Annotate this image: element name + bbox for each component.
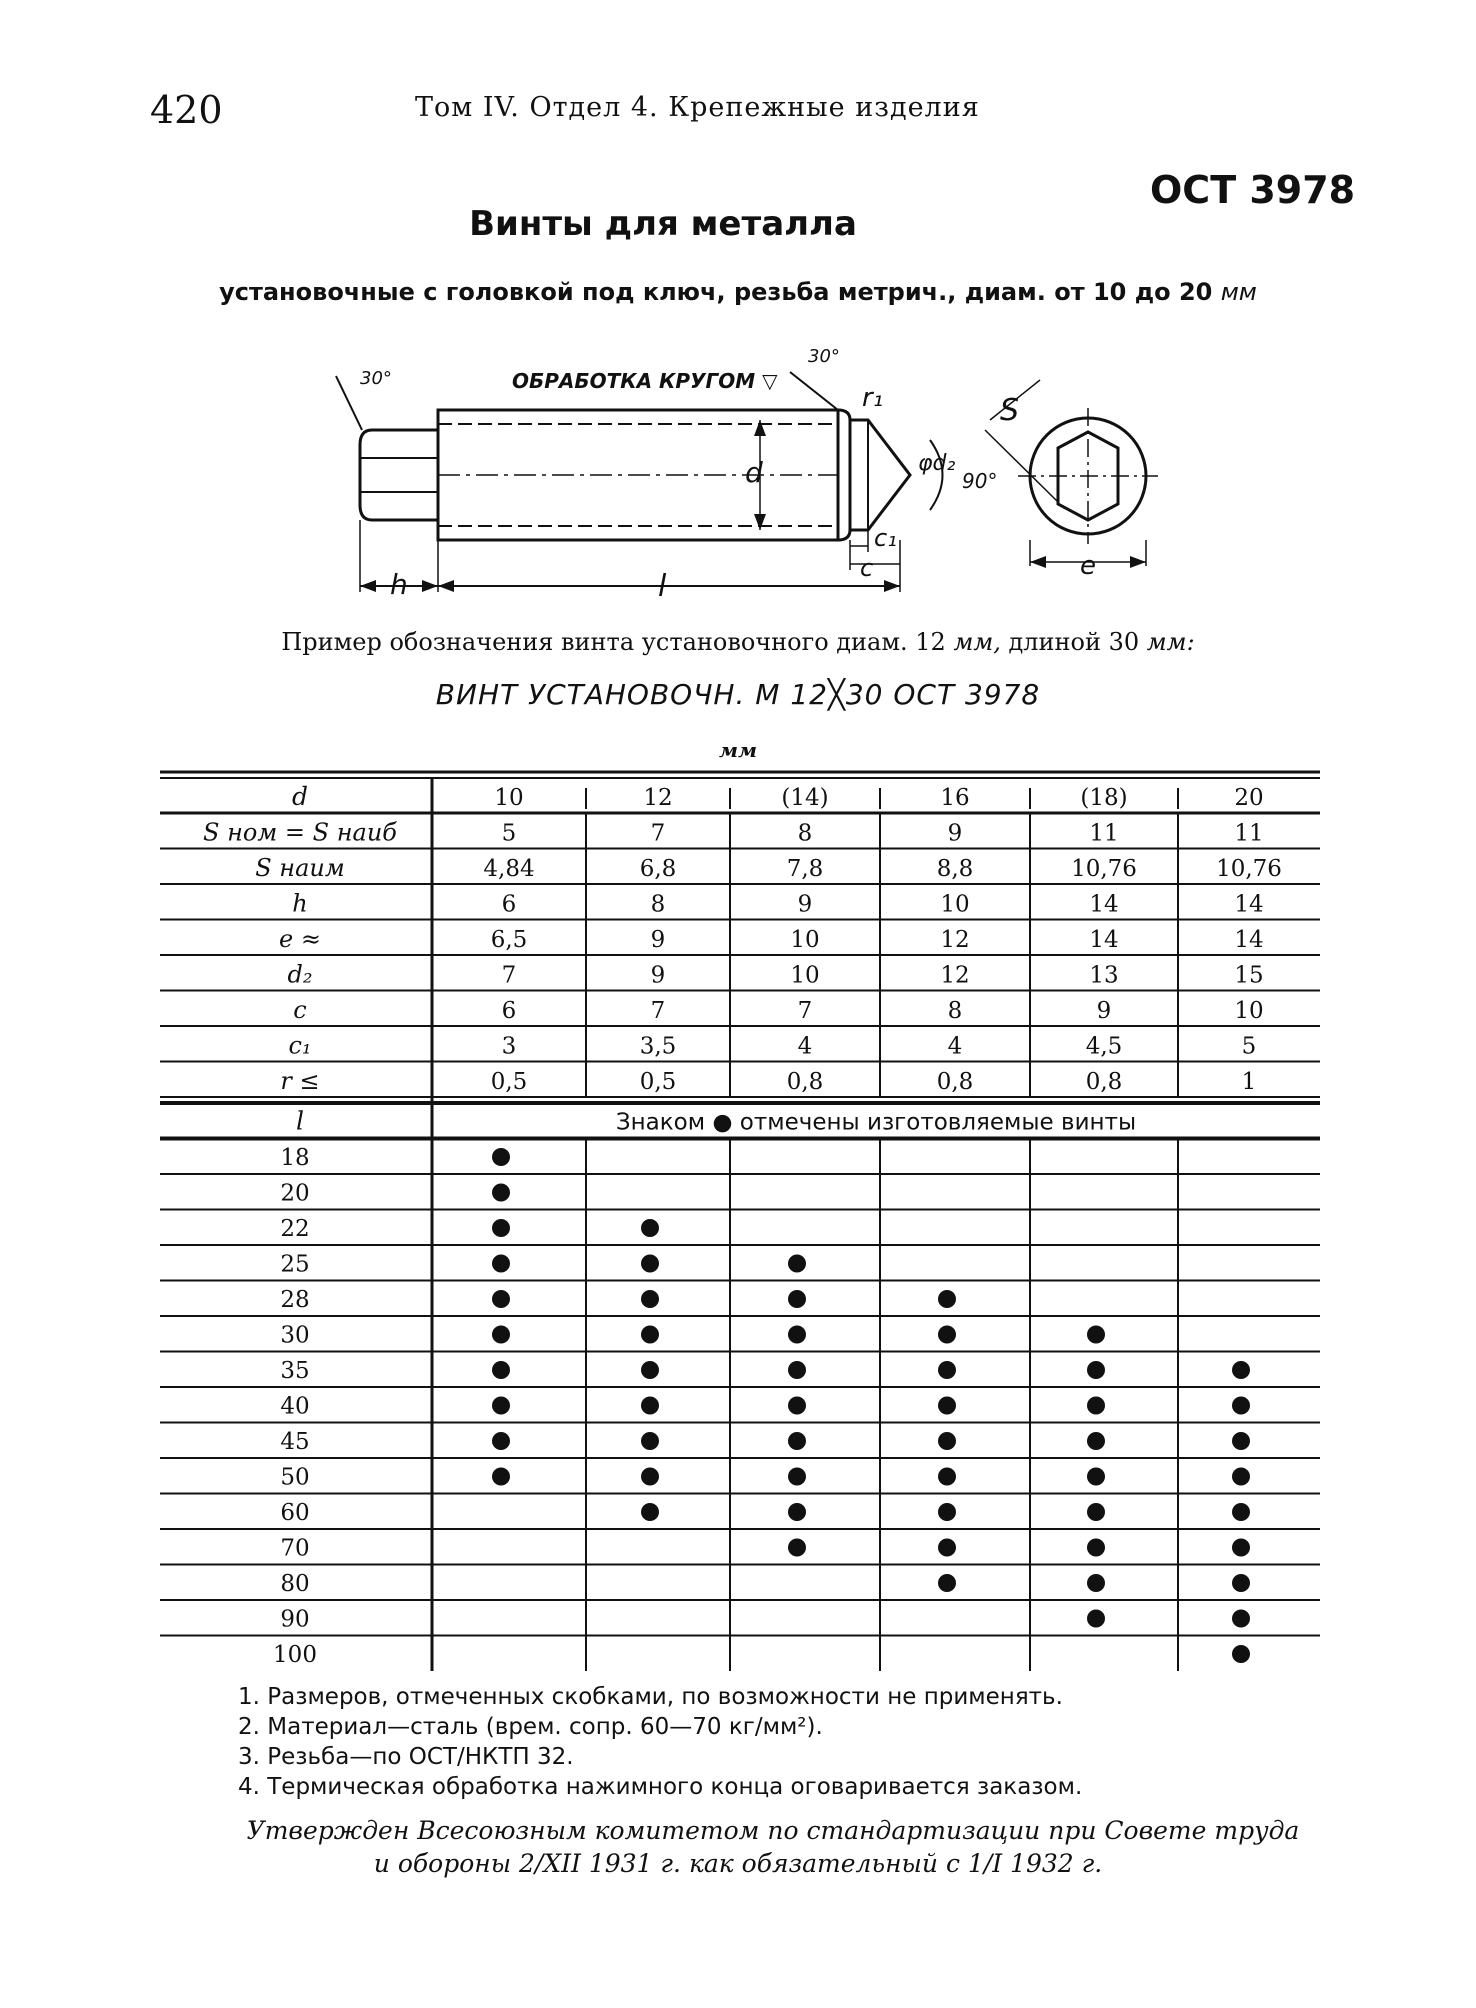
dim-cell: 14	[1089, 891, 1119, 918]
dim-row-label: r ≤	[280, 1067, 320, 1095]
dim-cell: 13	[1089, 962, 1119, 989]
length-row-label: 35	[280, 1358, 310, 1384]
dim-cell: 11	[1234, 820, 1264, 847]
availability-dot	[788, 1503, 806, 1521]
standard-code: ОСТ 3978	[1150, 168, 1356, 212]
length-row-label: 80	[280, 1571, 310, 1597]
length-row-label: 45	[280, 1429, 310, 1455]
availability-dot	[1232, 1574, 1250, 1592]
column-header-3: 16	[940, 785, 970, 811]
dim-cell: 1	[1241, 1069, 1257, 1095]
dim-cell: 9	[947, 820, 963, 847]
availability-dot	[641, 1290, 659, 1308]
availability-dot	[641, 1326, 659, 1344]
dim-cell: 7	[501, 962, 517, 989]
dim-cell: 6,5	[490, 927, 528, 953]
dim-row-label: d₂	[287, 960, 313, 989]
availability-dot	[938, 1361, 956, 1379]
dim-cell: 6	[501, 998, 517, 1024]
availability-dot	[1087, 1610, 1105, 1628]
dim-row-label: h	[292, 889, 308, 918]
availability-dot	[788, 1539, 806, 1557]
subtitle-text: установочные с головкой под ключ, резьба метрич., диам. от 10 до 20	[219, 278, 1213, 306]
h-label: h	[390, 568, 408, 601]
end-view-hexagon	[1058, 432, 1118, 520]
dim-cell: 0,8	[1085, 1069, 1123, 1095]
r1-label: r₁	[862, 383, 884, 413]
availability-dot	[641, 1219, 659, 1237]
availability-dot	[641, 1361, 659, 1379]
dim-cell: 11	[1089, 820, 1119, 847]
availability-dot	[1087, 1361, 1105, 1379]
availability-dot	[492, 1361, 510, 1379]
availability-dot	[492, 1326, 510, 1344]
dim-cell: 8	[650, 891, 666, 918]
c1-label: c₁	[874, 524, 897, 552]
availability-dot	[788, 1468, 806, 1486]
example-unit-1: мм,	[953, 628, 1001, 656]
availability-dot	[788, 1397, 806, 1415]
availability-dot	[492, 1219, 510, 1237]
angle-90-label: 90°	[962, 469, 998, 493]
dim-cell: 7	[650, 998, 666, 1024]
availability-dot	[1232, 1610, 1250, 1628]
dim-cell: 3	[501, 1033, 517, 1060]
length-row-label: 40	[280, 1393, 310, 1420]
availability-dot	[938, 1397, 956, 1415]
column-header-4: (18)	[1080, 785, 1128, 811]
length-row-label: 60	[280, 1500, 310, 1526]
dim-cell: 6	[501, 891, 517, 918]
notes	[238, 1682, 1082, 1802]
note-2: 2. Материал—сталь (врем. сопр. 60—70 кг/мм²).	[238, 1714, 823, 1740]
availability-dot	[1232, 1539, 1250, 1557]
availability-dot	[938, 1468, 956, 1486]
legend-text: Знаком ● отмечены изготовляемые винты	[615, 1109, 1137, 1136]
availability-dot	[938, 1432, 956, 1450]
length-row-label: 100	[273, 1642, 317, 1668]
dim-cell: 9	[1096, 998, 1112, 1024]
dim-row-label: S ном = S наиб	[203, 818, 397, 847]
column-header-2: (14)	[781, 785, 829, 811]
availability-dot	[1232, 1645, 1250, 1663]
availability-dot	[1232, 1361, 1250, 1379]
length-row-label: 28	[280, 1287, 310, 1313]
length-row-label: 25	[280, 1251, 310, 1278]
length-row-label: 70	[280, 1535, 310, 1562]
dim-cell: 10,76	[1071, 856, 1137, 882]
dim-cell: 9	[650, 927, 666, 953]
availability-dot	[641, 1468, 659, 1486]
availability-dot	[641, 1255, 659, 1273]
dim-row-label: c	[293, 996, 307, 1024]
dim-cell: 15	[1234, 962, 1264, 989]
availability-dot	[492, 1255, 510, 1273]
c-label: c	[860, 554, 874, 582]
dim-cell: 8	[797, 820, 813, 847]
d2-label: φd₂	[918, 451, 956, 476]
availability-dot	[1087, 1503, 1105, 1521]
length-row-label: 90	[280, 1606, 310, 1633]
availability-dot	[788, 1326, 806, 1344]
availability-dot	[492, 1148, 510, 1166]
example-text-1: Пример обозначения винта установочного диам. 12	[281, 628, 954, 656]
length-row-label: 30	[280, 1322, 310, 1349]
dim-cell: 10,76	[1216, 856, 1282, 882]
dim-cell: 4,84	[483, 856, 535, 882]
dim-cell: 7	[650, 820, 666, 847]
length-row-label: 18	[280, 1145, 310, 1171]
availability-dot	[938, 1290, 956, 1308]
availability-dot	[492, 1468, 510, 1486]
dim-cell: 8	[947, 998, 963, 1024]
availability-dot	[1087, 1326, 1105, 1344]
availability-dot	[641, 1503, 659, 1521]
column-header-5: 20	[1234, 785, 1264, 811]
s-label: S	[1000, 393, 1020, 428]
cone-point	[850, 420, 910, 530]
availability-dot	[1232, 1397, 1250, 1415]
dim-cell: 10	[790, 927, 820, 953]
note-1: 1. Размеров, отмеченных скобками, по возможности не применять.	[238, 1684, 1063, 1710]
dim-cell: 5	[1241, 1033, 1257, 1060]
example-text-2: длиной 30	[1000, 628, 1147, 656]
length-row-label: 20	[280, 1180, 310, 1207]
availability-dot	[1087, 1574, 1105, 1592]
d-label: d	[745, 456, 763, 489]
dim-cell: 0,5	[639, 1069, 677, 1095]
availability-dot	[788, 1361, 806, 1379]
angle-label-left: 30°	[360, 368, 392, 389]
table-unit-label: мм	[718, 738, 758, 762]
dim-cell: 7	[797, 998, 813, 1024]
availability-dot	[1232, 1503, 1250, 1521]
availability-dot	[938, 1539, 956, 1557]
screw-head	[360, 430, 438, 520]
dim-cell: 5	[501, 820, 517, 847]
length-header-label: l	[296, 1106, 304, 1136]
approval-statement	[0, 1814, 1476, 1880]
example-line	[0, 628, 1476, 656]
dim-cell: 0,5	[490, 1069, 528, 1095]
availability-dot	[1232, 1432, 1250, 1450]
availability-dot	[788, 1432, 806, 1450]
note-3: 3. Резьба—по ОСТ/НКТП 32.	[238, 1744, 574, 1770]
dim-cell: 12	[940, 927, 970, 953]
availability-dot	[788, 1290, 806, 1308]
header-d-label: d	[291, 782, 309, 811]
dim-cell: 4	[947, 1033, 963, 1060]
availability-dot	[938, 1503, 956, 1521]
availability-dot	[788, 1255, 806, 1273]
length-row-label: 50	[280, 1464, 310, 1491]
dim-row-label: S наим	[255, 854, 345, 882]
dim-cell: 12	[940, 962, 970, 989]
availability-dot	[938, 1574, 956, 1592]
dim-cell: 4	[797, 1033, 813, 1060]
dim-row-label: c₁	[288, 1031, 312, 1060]
dim-cell: 10	[1234, 998, 1264, 1024]
approval-line-2: и обороны 2/XII 1931 г. как обязательный с 1/I 1932 г.	[373, 1849, 1103, 1878]
end-view-circle	[1030, 418, 1146, 534]
example-designation: ВИНТ УСТАНОВОЧН. М 12╳30 ОСТ 3978	[435, 678, 1041, 711]
dim-cell: 14	[1234, 891, 1264, 918]
availability-dot	[1087, 1397, 1105, 1415]
availability-dot	[1087, 1432, 1105, 1450]
dim-cell: 8,8	[936, 856, 974, 882]
dim-cell: 14	[1089, 927, 1119, 953]
availability-dot	[1087, 1468, 1105, 1486]
column-header-0: 10	[494, 785, 524, 811]
dim-cell: 9	[797, 891, 813, 918]
dim-cell: 10	[790, 962, 820, 989]
machining-note: ОБРАБОТКА КРУГОМ ▽	[512, 369, 778, 393]
document-title: Винты для металла	[469, 204, 857, 244]
availability-dot	[492, 1397, 510, 1415]
availability-dot	[492, 1432, 510, 1450]
dim-cell: 3,5	[639, 1033, 677, 1060]
availability-dot	[641, 1432, 659, 1450]
dim-cell: 6,8	[639, 856, 677, 882]
availability-dot	[492, 1184, 510, 1202]
approval-line-1: Утвержден Всесоюзным комитетом по стандартизации при Совете труда	[246, 1816, 1300, 1845]
dim-row-label: e ≈	[279, 925, 321, 953]
example-unit-2: мм:	[1146, 628, 1195, 656]
dim-cell: 7,8	[786, 856, 824, 882]
dim-cell: 9	[650, 962, 666, 989]
note-4: 4. Термическая обработка нажимного конца оговаривается заказом.	[238, 1774, 1083, 1800]
e-label: e	[1080, 551, 1096, 581]
subtitle-unit: мм	[1220, 278, 1257, 306]
l-label: l	[658, 569, 667, 604]
dim-cell: 4,5	[1085, 1033, 1123, 1060]
page-number: 420	[150, 88, 223, 132]
dim-cell: 14	[1234, 927, 1264, 953]
dim-cell: 0,8	[936, 1069, 974, 1095]
dim-cell: 10	[940, 891, 970, 918]
availability-dot	[492, 1290, 510, 1308]
length-row-label: 22	[280, 1216, 310, 1242]
screw-body	[438, 410, 838, 540]
availability-dot	[641, 1397, 659, 1415]
running-header: Том IV. Отдел 4. Крепежные изделия	[415, 92, 980, 123]
availability-dot	[938, 1326, 956, 1344]
dim-cell: 0,8	[786, 1069, 824, 1095]
availability-dot	[1232, 1468, 1250, 1486]
column-header-1: 12	[643, 785, 673, 811]
angle-label-right: 30°	[808, 346, 840, 367]
document-subtitle	[0, 278, 1476, 306]
availability-dot	[1087, 1539, 1105, 1557]
